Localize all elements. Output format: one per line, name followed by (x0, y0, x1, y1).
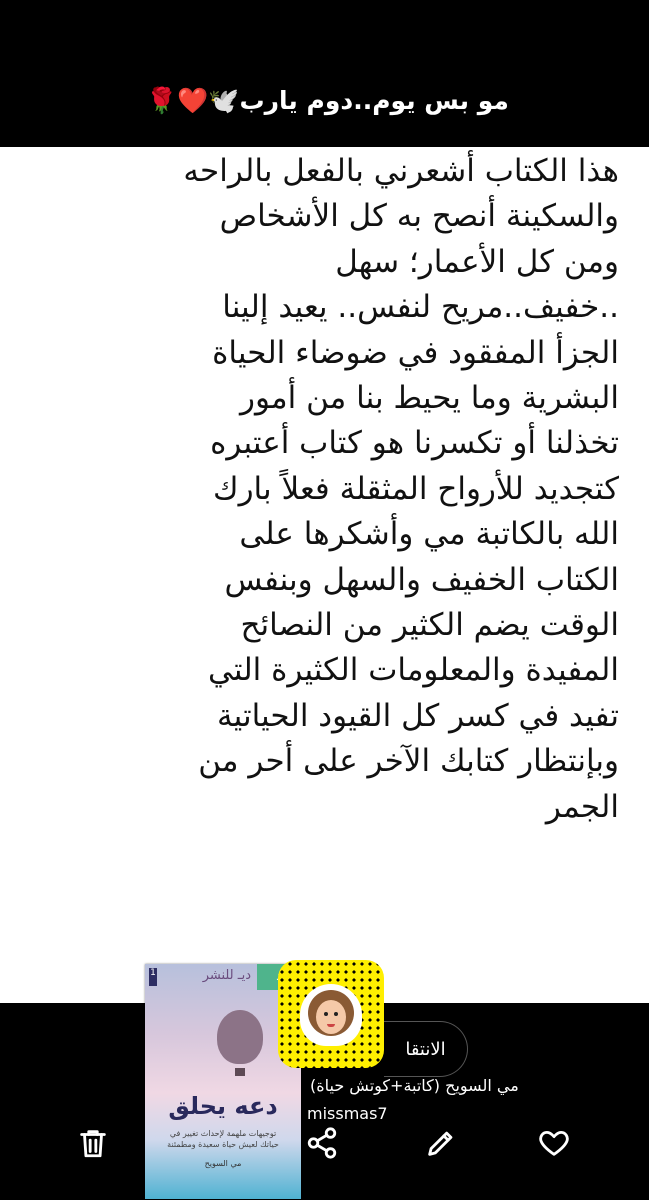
book-title: دعه يحلق (168, 1092, 278, 1120)
post-title (0, 86, 649, 116)
title-emojis: 🕊️❤️🌹 (146, 86, 240, 115)
book-publisher: ديـ للنشر (202, 968, 251, 983)
book-subtitle: توجيهات ملهمة لإحداث تغيير في حياتك لعيش حياة سعيدة ومطمئنة (167, 1129, 279, 1149)
edit-icon[interactable] (424, 1126, 458, 1160)
snapcode[interactable] (278, 960, 384, 1068)
review-text: هذا الكتاب أشعرني بالفعل بالراحه والسكينة أنصح به كل الأشخاص ومن كل الأعمار؛ سهل ..خفيف..مريح لنفس.. يعيد إلينا الجزأ المفقود في ضوضاء الحياة البشرية وما يحيط بنا من أمور تخذلنا أو تكسرنا هو كتاب أعتبره كتجديد للأرواح المثقلة فعلاً بارك الله بالكاتبة مي وأشكرها على الكتاب الخفيف والسهل وبنفس الوقت يضم الكثير من النصائح المفيدة والمعلومات الكثيرة التي تفيد في كسر كل القيود الحياتية وبإنتظار كتابك الآخر على أحر من الجمر (183, 153, 619, 825)
review-panel (0, 147, 649, 1003)
bitmoji-avatar (308, 990, 354, 1040)
book-number: 1 (149, 968, 157, 986)
book-author: مي السويح (204, 1159, 242, 1168)
share-icon[interactable] (305, 1126, 339, 1160)
balloon-basket (235, 1068, 245, 1076)
balloon-icon (217, 1010, 263, 1064)
post-title-text: مو بس يوم..دوم يارب (239, 86, 509, 115)
trash-icon[interactable] (76, 1126, 110, 1160)
header-bar (0, 0, 649, 147)
profile-display-name: مي السويح (كاتبة+كوتش حياة) (310, 1076, 519, 1095)
profile-username: missmas7 (307, 1104, 388, 1123)
heart-icon[interactable] (537, 1126, 571, 1160)
goto-button[interactable]: الانتقا (384, 1021, 468, 1077)
